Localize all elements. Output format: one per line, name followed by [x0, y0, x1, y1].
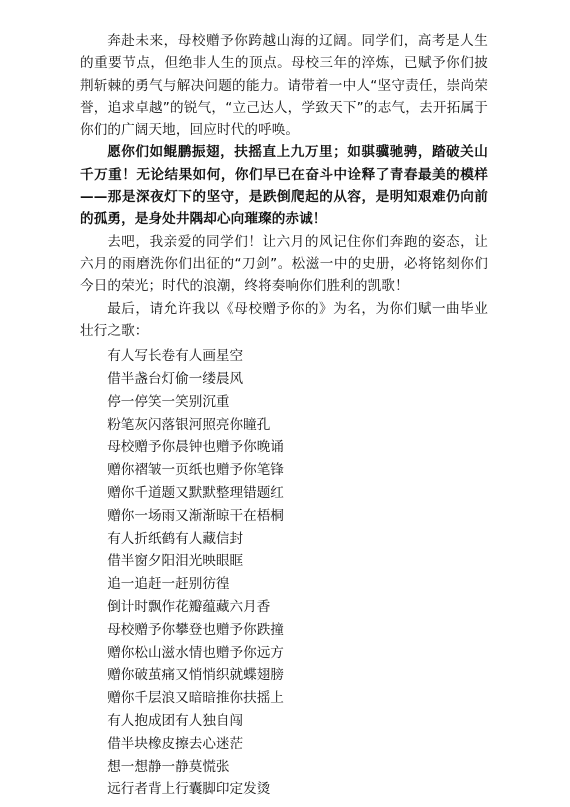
paragraph-future: 奔赴未来，母校赠予你跨越山海的辽阔。同学们，高考是人生的重要节点，但绝非人生的顶点。母校三年的淬炼，已赋予你们披荆斩棘的勇气与解决问题的能力。请带着一中人“坚守责任，崇尚荣誉，追求卓越”的锐气，“立己达人，学致天下”的志气，去开拓属于你们的广阔天地，回应时代的呼唤。 — [80, 33, 488, 139]
poem-line: 粉笔灰闪落银河照亮你瞳孔 — [107, 416, 271, 433]
poem-line: 追一追赶一赶别彷徨 — [107, 576, 230, 593]
poem-line: 有人折纸鹤有人藏信封 — [107, 530, 244, 547]
poem-line: 赠你千道题又默默整理错题红 — [107, 484, 284, 501]
poem-line: 想一想静一静莫慌张 — [107, 758, 230, 775]
poem-line: 借半盏台灯偷一缕晨风 — [107, 370, 244, 387]
poem-line: 母校赠予你晨钟也赠予你晚诵 — [107, 439, 284, 456]
paragraph-poem-intro: 最后，请允许我以《母校赠予你的》为名，为你们赋一曲毕业壮行之歌： — [80, 300, 488, 339]
poem — [80, 345, 488, 801]
poem-line: 倒计时飘作花瓣蕴藏六月香 — [107, 598, 271, 615]
poem-line: 赠你千层浪又暗暗推你扶摇上 — [107, 690, 284, 707]
poem-line: 赠你松山滋水情也赠予你远方 — [107, 644, 284, 661]
poem-line: 有人抱成团有人独自闯 — [107, 712, 244, 729]
poem-line: 借半窗夕阳泪光映眼眶 — [107, 553, 244, 570]
poem-line: 借半块橡皮擦去心迷茫 — [107, 735, 244, 752]
poem-line: 停一停笑一笑别沉重 — [107, 393, 230, 410]
poem-line: 母校赠予你攀登也赠予你跌撞 — [107, 621, 284, 638]
poem-line: 远行者背上行囊脚印定发烫 — [107, 781, 271, 798]
poem-line: 赠你褶皱一页纸也赠予你笔锋 — [107, 462, 284, 479]
poem-line: 有人写长卷有人画星空 — [107, 348, 244, 365]
paragraph-wishes: 愿你们如鲲鹏振翅，扶摇直上九万里；如骐骥驰骋，踏破关山千万重！无论结果如何，你们早已在奋斗中诠释了青春最美的模样——那是深夜灯下的坚守，是跌倒爬起的从容，是明知艰难仍向前的孤勇，是身处井隅却心向璀璨的赤诚！ — [80, 144, 488, 228]
poem-line: 赠你一场雨又渐渐晾干在梧桐 — [107, 507, 284, 524]
poem-line: 赠你破茧痛又悄悄织就蝶翅膀 — [107, 667, 284, 684]
paragraph-farewell: 去吧，我亲爱的同学们！让六月的风记住你们奔跑的姿态，让六月的雨磨洗你们出征的“刀剑”。松滋一中的史册，必将铭刻你们今日的荣光；时代的浪潮，终将奏响你们胜利的凯歌！ — [80, 233, 488, 295]
